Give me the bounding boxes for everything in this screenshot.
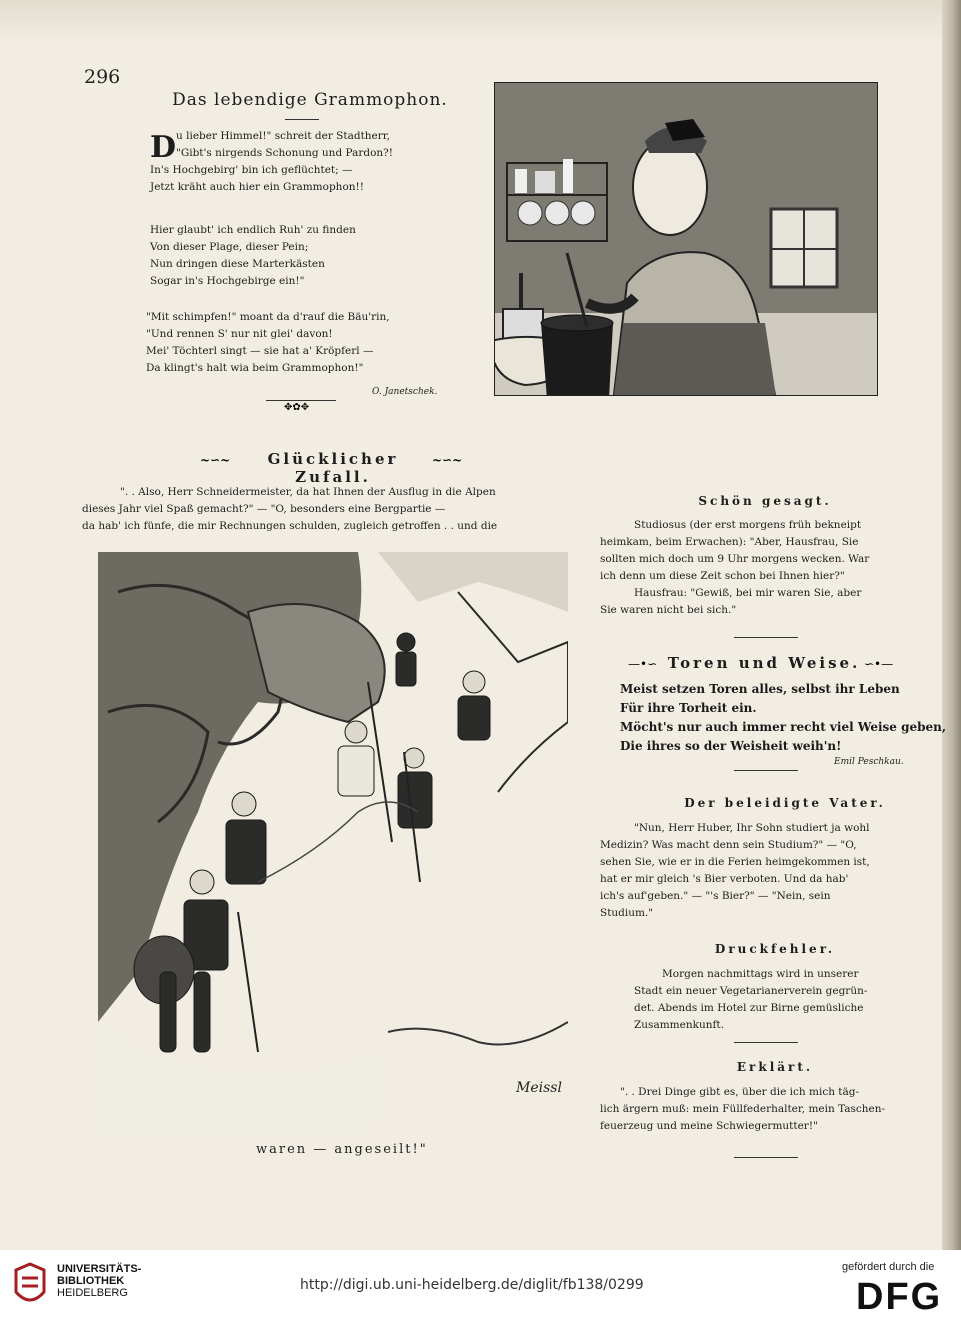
toren-author: Emil Peschkau. bbox=[834, 757, 904, 767]
ornament-icon: ✥✿✥ bbox=[284, 402, 310, 413]
poem-line: Die ihres so der Weisheit weih'n! bbox=[620, 739, 842, 753]
prose-line: heimkam, beim Erwachen): "Aber, Hausfrau, Sie bbox=[600, 536, 859, 548]
prose-line: det. Abends im Hotel zur Birne gemüsliche bbox=[634, 1002, 864, 1014]
gramophone-author: O. Janetschek. bbox=[372, 387, 438, 397]
prose-line: Morgen nachmittags wird in unserer bbox=[662, 968, 859, 980]
page-edge bbox=[942, 0, 961, 1250]
prose-line: ". . Also, Herr Schneidermeister, da hat Ihnen der Ausflug in die Alpen bbox=[120, 486, 496, 498]
mountain-illustration bbox=[98, 552, 568, 1132]
ornament-left-icon: ~∽~ bbox=[200, 453, 231, 467]
prose-line: Studium." bbox=[600, 907, 654, 919]
prose-line: ". . Drei Dinge gibt es, über die ich mich täg- bbox=[620, 1086, 860, 1098]
poem-line: Da klingt's halt wia beim Grammophon!" bbox=[146, 362, 364, 374]
poem-line: "Gibt's nirgends Schonung und Pardon?! bbox=[176, 147, 394, 159]
rule bbox=[734, 1042, 798, 1043]
prose-line: Studiosus (der erst morgens früh bekneipt bbox=[634, 519, 862, 531]
library-line: BIBLIOTHEK bbox=[57, 1275, 125, 1287]
zufall-caption: waren — angeseilt!" bbox=[256, 1142, 428, 1157]
erklaert-text bbox=[600, 1084, 930, 1135]
schoen-text bbox=[600, 517, 930, 619]
permalink-url[interactable]: http://digi.ub.uni-heidelberg.de/diglit/fb138/0299 bbox=[300, 1277, 644, 1293]
drop-cap: D bbox=[150, 130, 177, 165]
prose-line: Sie waren nicht bei sich." bbox=[600, 604, 737, 616]
prose-line: dieses Jahr viel Spaß gemacht?" — "O, besonders eine Bergpartie — bbox=[82, 503, 446, 515]
zufall-text bbox=[82, 484, 584, 535]
poem-line: "Mit schimpfen!" moant da d'rauf die Bäu'rin, bbox=[146, 311, 390, 323]
poem-line: Mei' Töchterl singt — sie hat a' Kröpferl — bbox=[146, 345, 374, 357]
prose-line: da hab' ich fünfe, die mir Rechnungen schulden, zugleich getroffen . . und die bbox=[82, 520, 498, 532]
schoen-title: Schön gesagt. bbox=[698, 494, 832, 508]
erklaert-title: Erklärt. bbox=[736, 1060, 814, 1074]
prose-line: "Nun, Herr Huber, Ihr Sohn studiert ja wohl bbox=[634, 822, 870, 834]
gramophone-stanza-1b bbox=[150, 162, 364, 196]
poem-line: Meist setzen Toren alles, selbst ihr Leben bbox=[620, 682, 900, 696]
prose-line: Medizin? Was macht denn sein Studium?" — "O, bbox=[600, 839, 857, 851]
poem-line: Für ihre Torheit ein. bbox=[620, 701, 757, 715]
prose-line: sollten mich doch um 9 Uhr morgens wecken. War bbox=[600, 553, 870, 565]
prose-line: feuerzeug und meine Schwiegermutter!" bbox=[600, 1120, 818, 1132]
rule bbox=[734, 637, 798, 638]
prose-line: ich's auf'geben." — "'s Bier?" — "Nein, sein bbox=[600, 890, 831, 902]
gramophone-stanza-3 bbox=[146, 309, 390, 377]
poem-line: In's Hochgebirg' bin ich geflüchtet; — bbox=[150, 164, 353, 176]
prose-line: lich ärgern muß: mein Füllfederhalter, mein Taschen- bbox=[600, 1103, 886, 1115]
artist-signature: Meissl bbox=[516, 1080, 562, 1096]
druckfehler-text bbox=[634, 966, 914, 1034]
university-logo-icon bbox=[10, 1262, 50, 1312]
gramophone-title: Das lebendige Grammophon. bbox=[172, 90, 448, 110]
prose-line: Zusammenkunft. bbox=[634, 1019, 724, 1031]
rule bbox=[734, 1157, 798, 1158]
vater-title: Der beleidigte Vater. bbox=[684, 796, 886, 810]
page-top-shadow bbox=[0, 0, 961, 44]
title-rule bbox=[285, 119, 319, 120]
library-line: UNIVERSITÄTS- bbox=[57, 1263, 142, 1275]
prose-line: hat er mir gleich 's Bier verboten. Und da hab' bbox=[600, 873, 849, 885]
poem-line: Möcht's nur auch immer recht viel Weise geben, bbox=[620, 720, 947, 734]
ornament-right-icon: ~∽~ bbox=[432, 453, 463, 467]
zufall-title: Glücklicher Zufall. bbox=[267, 450, 399, 486]
prose-line: ich denn um diese Zeit schon bei Ihnen hier?" bbox=[600, 570, 845, 582]
poem-line: Hier glaubt' ich endlich Ruh' zu finden bbox=[150, 224, 356, 236]
library-line: HEIDELBERG bbox=[57, 1287, 128, 1299]
rule bbox=[266, 400, 336, 401]
gramophone-stanza-2 bbox=[150, 222, 356, 290]
dfg-logo: DFG bbox=[856, 1276, 943, 1318]
toren-title: Toren und Weise. bbox=[667, 654, 861, 672]
ornament-left-icon: —•∽ bbox=[628, 657, 658, 671]
gramophone-stanza-1 bbox=[176, 128, 393, 162]
poem-line: Sogar in's Hochgebirge ein!" bbox=[150, 275, 305, 287]
poem-line: "Und rennen S' nur nit glei' davon! bbox=[146, 328, 333, 340]
ornament-right-icon: ∽•— bbox=[864, 657, 894, 671]
vater-text bbox=[600, 820, 930, 922]
druckfehler-title: Druckfehler. bbox=[714, 942, 836, 956]
page-number: 296 bbox=[84, 66, 121, 88]
poem-line: Von dieser Plage, dieser Pein; bbox=[150, 241, 309, 253]
prose-line: Stadt ein neuer Vegetarianerverein gegrün- bbox=[634, 985, 868, 997]
poem-line: Nun dringen diese Marterkästen bbox=[150, 258, 325, 270]
rule bbox=[734, 770, 798, 771]
prose-line: sehen Sie, wie er in die Ferien heimgekommen ist, bbox=[600, 856, 870, 868]
funded-by-caption: gefördert durch die bbox=[842, 1261, 935, 1273]
poem-line: Jetzt kräht auch hier ein Grammophon!! bbox=[150, 181, 364, 193]
library-name bbox=[57, 1263, 141, 1299]
kitchen-illustration bbox=[494, 82, 878, 396]
prose-line: Hausfrau: "Gewiß, bei mir waren Sie, aber bbox=[634, 587, 862, 599]
poem-line: u lieber Himmel!" schreit der Stadtherr, bbox=[176, 130, 390, 142]
toren-poem bbox=[620, 680, 946, 756]
